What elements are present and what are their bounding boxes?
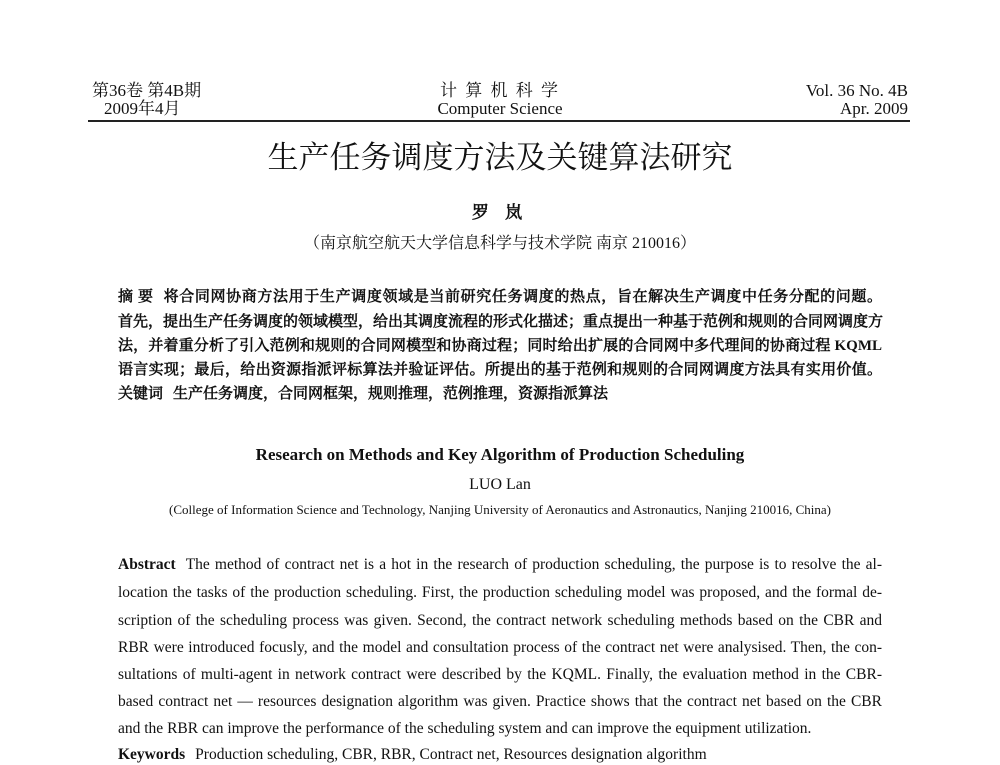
author-en: LUO Lan xyxy=(469,476,531,493)
paper-title-cn: 生产任务调度方法及关键算法研究 xyxy=(267,140,733,175)
affiliation-cn: （南京航空航天大学信息科学与技术学院 南京 210016） xyxy=(303,235,696,252)
volume-issue-en: Vol. 36 No. 4B xyxy=(805,81,908,100)
abstract-en-line-6: based contract net — resources designation algorithm was given. Practice shows that the contract net based on the CBR xyxy=(118,693,882,710)
abstract-en-line-3: scription of the scheduling process was given. Second, the contract network scheduling methods based on the CBR and xyxy=(118,612,882,629)
abstract-en-line-1: Abstract The method of contract net is a hot in the research of production scheduling, the purpose is to resolve the al- xyxy=(118,556,882,573)
keywords-en-label: Keywords xyxy=(118,746,186,763)
abstract-en-line-2: location the tasks of the production scheduling. First, the production scheduling model was proposed, and the formal de- xyxy=(118,584,882,601)
keywords-cn-label: 关键词 xyxy=(118,386,164,402)
abstract-cn-line-4: 语言实现；最后，给出资源指派评标算法并验证评估。所提出的基于范例和规则的合同网调度方法具有实用价值。 xyxy=(118,362,882,378)
journal-name-cn: 计 算 机 科 学 xyxy=(440,81,560,100)
date-cn: 2009年4月 xyxy=(104,99,181,118)
keywords-cn: 关键词 生产任务调度，合同网框架，规则推理，范例推理，资源指派算法 xyxy=(118,386,609,402)
abstract-cn-label: 摘 要 xyxy=(118,289,154,305)
keywords-en: Keywords Production scheduling, CBR, RBR, Contract net, Resources designation algorithm xyxy=(118,746,707,763)
date-en: Apr. 2009 xyxy=(840,99,908,118)
abstract-en-label: Abstract xyxy=(118,556,176,573)
journal-name-en: Computer Science xyxy=(437,99,563,118)
abstract-en-line-5: sultations of multi-agent in network contract were described by the KQML. Finally, the evaluation method in the CBR- xyxy=(118,666,882,683)
affiliation-en: (College of Information Science and Technology, Nanjing University of Aeronautics and Astronautics, Nanjing 210016, China) xyxy=(169,502,831,517)
abstract-en-line-7: and the RBR can improve the performance of the scheduling system and can improve the equipment utilization. xyxy=(118,720,812,737)
author-cn: 罗 岚 xyxy=(471,203,529,222)
header-rule xyxy=(88,120,910,122)
abstract-cn-line-3: 法，并着重分析了引入范例和规则的合同网模型和协商过程；同时给出扩展的合同网中多代理间的协商过程 KQML xyxy=(118,338,882,354)
abstract-en-line-4: RBR were introduced focusly, and the model and consultation process of the contract net were analysised. Then, the con- xyxy=(118,639,882,656)
paper-title-en: Research on Methods and Key Algorithm of Production Scheduling xyxy=(255,445,745,464)
abstract-cn-line-2: 首先，提出生产任务调度的领域模型，给出其调度流程的形式化描述；重点提出一种基于范例和规则的合同网调度方 xyxy=(118,314,884,330)
volume-issue-cn: 第36卷 第4B期 xyxy=(92,81,202,100)
abstract-cn-line-1: 摘 要 将合同网协商方法用于生产调度领域是当前研究任务调度的热点，旨在解决生产调度中任务分配的问题。 xyxy=(118,289,882,305)
